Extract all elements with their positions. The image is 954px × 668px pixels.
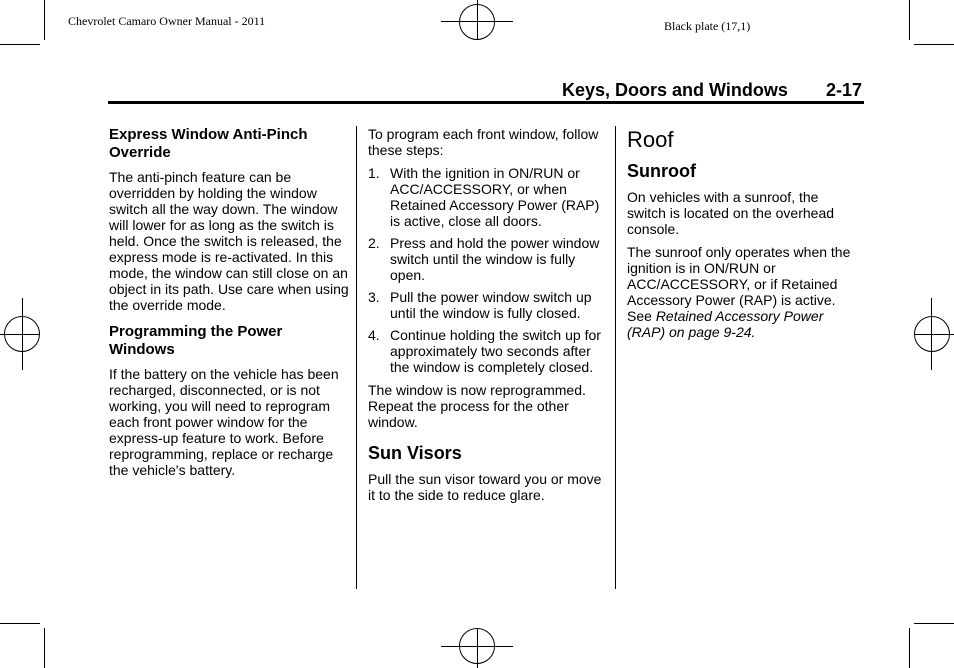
crop-mark-tr-h [914,44,954,45]
registration-target-left-h [0,334,40,335]
roof-heading: Roof [627,127,674,152]
express-override-body: The anti-pinch feature can be overridden by holding the window switch all the way down. The window will lower for as long as the switch is held. Once the switch is released, the express mode is re-activated. In this mode, the window can still close on an object in its path. Use care when using the override mode. [109,169,349,313]
plate-label: Black plate (17,1) [664,19,751,33]
rap-reference-link[interactable]: Retained Accessory Power (RAP) on page 9-24. [627,308,824,340]
crop-mark-bl-v [44,628,45,668]
crop-mark-tr-v [909,0,910,40]
programming-body: If the battery on the vehicle has been recharged, disconnected, or is not working, you will need to reprogram each front power window for the express-up feature to work. Before reprogramming, replace or recharge the vehicle's battery. [109,366,339,478]
step-text: Press and hold the power window switch until the window is fully open. [390,235,600,283]
header-rule [108,101,864,104]
column-divider-1 [356,126,357,589]
crop-mark-br-v [909,628,910,668]
list-item [368,165,606,229]
list-item [368,289,606,321]
program-intro: To program each front window, follow these steps: [368,126,599,158]
column-divider-2 [615,126,616,589]
registration-target-bottom-v [477,628,478,668]
program-steps [368,165,606,375]
step-text: Continue holding the switch up for approximately two seconds after the window is completely closed. [390,327,601,375]
sunroof-body-2 [627,244,859,340]
crop-mark-bl-h [0,623,40,624]
registration-target-right-v [931,298,932,370]
step-number: 4. [368,327,380,343]
list-item [368,327,606,375]
column-3 [627,126,859,347]
step-number: 3. [368,289,380,305]
crop-mark-tl-h [0,44,40,45]
sunroof-body-1: On vehicles with a sunroof, the switch is located on the overhead console. [627,189,835,237]
column-1 [109,126,349,485]
step-number: 1. [368,165,380,181]
step-text: Pull the power window switch up until the window is fully closed. [390,289,592,321]
crop-mark-br-h [914,623,954,624]
column-2 [368,126,606,510]
step-text: With the ignition in ON/RUN or ACC/ACCESSORY, or when Retained Accessory Power (RAP) is active, close all doors. [390,165,600,229]
step-number: 2. [368,235,380,251]
list-item [368,235,606,283]
sunroof-body-2-text: The sunroof only operates when the ignition is in ON/RUN or ACC/ACCESSORY, or if Retained Accessory Power (RAP) is active. See [627,244,851,324]
book-title: Chevrolet Camaro Owner Manual - 2011 [68,14,266,28]
registration-target-left-v [22,298,23,370]
sun-visors-body: Pull the sun visor toward you or move it to the side to reduce glare. [368,471,602,503]
sunroof-heading: Sunroof [627,161,696,181]
page-number: 2-17 [826,80,863,100]
express-override-heading: Express Window Anti-Pinch Override [109,126,308,161]
program-outro: The window is now reprogrammed. Repeat the process for the other window. [368,382,586,430]
registration-target-right-h [914,334,954,335]
registration-target-top-v [477,0,478,40]
section-title: Keys, Doors and Windows [562,80,788,100]
programming-heading: Programming the Power Windows [109,323,283,358]
crop-mark-tl-v [44,0,45,40]
sun-visors-heading: Sun Visors [368,443,462,463]
